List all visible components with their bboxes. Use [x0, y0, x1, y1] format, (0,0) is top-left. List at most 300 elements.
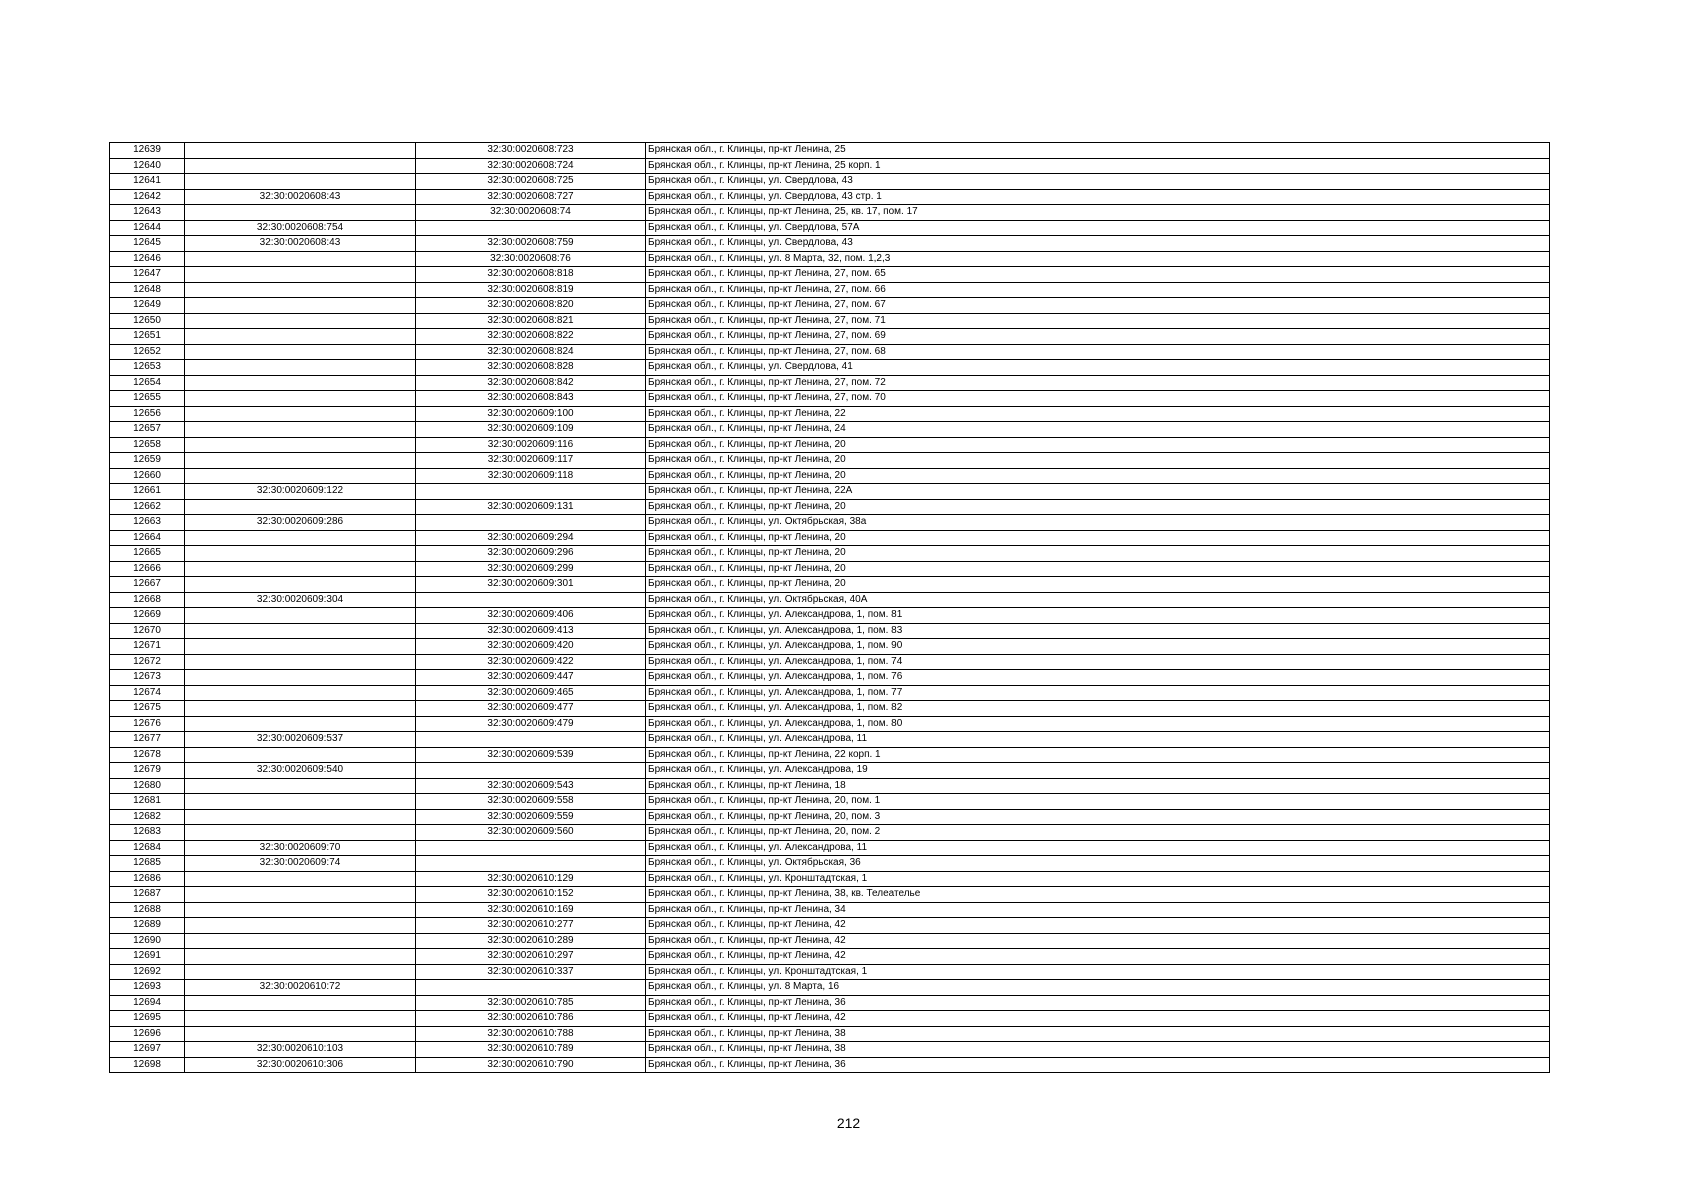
table-row: [110, 205, 1550, 221]
cadastral-number-cell: 32:30:0020609:543: [416, 778, 646, 794]
page-number: 212: [836, 1115, 861, 1131]
table-row: [110, 561, 1550, 577]
cadastral-number-cell: 32:30:0020609:447: [416, 670, 646, 686]
row-number-cell: 12661: [110, 484, 185, 500]
registry-table: [109, 142, 1550, 1073]
parent-cadastral-number-cell: 32:30:0020609:70: [185, 840, 416, 856]
cadastral-number-cell: 32:30:0020609:118: [416, 468, 646, 484]
parent-cadastral-number-cell: [185, 375, 416, 391]
parent-cadastral-number-cell: [185, 701, 416, 717]
address-cell: Брянская обл., г. Клинцы, пр-кт Ленина, 34: [646, 902, 1550, 918]
row-number-cell: 12680: [110, 778, 185, 794]
parent-cadastral-number-cell: [185, 577, 416, 593]
row-number-cell: 12666: [110, 561, 185, 577]
table-row: [110, 933, 1550, 949]
row-number-cell: 12676: [110, 716, 185, 732]
cadastral-number-cell: 32:30:0020609:406: [416, 608, 646, 624]
table-row: [110, 639, 1550, 655]
parent-cadastral-number-cell: [185, 313, 416, 329]
cadastral-number-cell: 32:30:0020608:843: [416, 391, 646, 407]
cadastral-number-cell: [416, 484, 646, 500]
row-number-cell: 12694: [110, 995, 185, 1011]
row-number-cell: 12657: [110, 422, 185, 438]
cadastral-number-cell: 32:30:0020609:465: [416, 685, 646, 701]
cadastral-number-cell: 32:30:0020609:299: [416, 561, 646, 577]
address-cell: Брянская обл., г. Клинцы, пр-кт Ленина, 27, пом. 70: [646, 391, 1550, 407]
cadastral-number-cell: 32:30:0020608:724: [416, 158, 646, 174]
cadastral-number-cell: 32:30:0020608:822: [416, 329, 646, 345]
address-cell: Брянская обл., г. Клинцы, пр-кт Ленина, 22 корп. 1: [646, 747, 1550, 763]
address-cell: Брянская обл., г. Клинцы, пр-кт Ленина, 24: [646, 422, 1550, 438]
address-cell: Брянская обл., г. Клинцы, пр-кт Ленина, 25, кв. 17, пом. 17: [646, 205, 1550, 221]
table-row: [110, 902, 1550, 918]
parent-cadastral-number-cell: [185, 205, 416, 221]
cadastral-number-cell: 32:30:0020610:785: [416, 995, 646, 1011]
address-cell: Брянская обл., г. Клинцы, пр-кт Ленина, 20: [646, 546, 1550, 562]
cadastral-number-cell: [416, 220, 646, 236]
cadastral-number-cell: 32:30:0020608:821: [416, 313, 646, 329]
cadastral-number-cell: 32:30:0020610:152: [416, 887, 646, 903]
parent-cadastral-number-cell: 32:30:0020609:74: [185, 856, 416, 872]
cadastral-number-cell: [416, 980, 646, 996]
cadastral-number-cell: 32:30:0020609:100: [416, 406, 646, 422]
cadastral-number-cell: 32:30:0020609:558: [416, 794, 646, 810]
row-number-cell: 12686: [110, 871, 185, 887]
address-cell: Брянская обл., г. Клинцы, пр-кт Ленина, 22: [646, 406, 1550, 422]
row-number-cell: 12648: [110, 282, 185, 298]
table-row: [110, 1026, 1550, 1042]
table-row: [110, 871, 1550, 887]
cadastral-number-cell: 32:30:0020609:131: [416, 499, 646, 515]
row-number-cell: 12667: [110, 577, 185, 593]
address-cell: Брянская обл., г. Клинцы, пр-кт Ленина, 42: [646, 918, 1550, 934]
table-row: [110, 251, 1550, 267]
cadastral-number-cell: 32:30:0020610:337: [416, 964, 646, 980]
parent-cadastral-number-cell: 32:30:0020609:540: [185, 763, 416, 779]
address-cell: Брянская обл., г. Клинцы, пр-кт Ленина, 20: [646, 577, 1550, 593]
parent-cadastral-number-cell: [185, 530, 416, 546]
row-number-cell: 12645: [110, 236, 185, 252]
parent-cadastral-number-cell: [185, 949, 416, 965]
table-row: [110, 391, 1550, 407]
cadastral-number-cell: 32:30:0020609:301: [416, 577, 646, 593]
parent-cadastral-number-cell: [185, 995, 416, 1011]
row-number-cell: 12655: [110, 391, 185, 407]
table-row: [110, 747, 1550, 763]
table-row: [110, 158, 1550, 174]
row-number-cell: 12691: [110, 949, 185, 965]
table-row: [110, 670, 1550, 686]
address-cell: Брянская обл., г. Клинцы, ул. Александрова, 11: [646, 732, 1550, 748]
table-row: [110, 577, 1550, 593]
address-cell: Брянская обл., г. Клинцы, пр-кт Ленина, 20: [646, 437, 1550, 453]
row-number-cell: 12668: [110, 592, 185, 608]
table-row: [110, 732, 1550, 748]
cadastral-number-cell: 32:30:0020610:129: [416, 871, 646, 887]
address-cell: Брянская обл., г. Клинцы, ул. Свердлова, 43: [646, 174, 1550, 190]
table-row: [110, 918, 1550, 934]
row-number-cell: 12696: [110, 1026, 185, 1042]
table-row: [110, 329, 1550, 345]
row-number-cell: 12660: [110, 468, 185, 484]
address-cell: Брянская обл., г. Клинцы, пр-кт Ленина, 42: [646, 933, 1550, 949]
parent-cadastral-number-cell: [185, 546, 416, 562]
parent-cadastral-number-cell: [185, 406, 416, 422]
table-row: [110, 468, 1550, 484]
table-row: [110, 592, 1550, 608]
address-cell: Брянская обл., г. Клинцы, ул. Октябрьская, 36: [646, 856, 1550, 872]
address-cell: Брянская обл., г. Клинцы, ул. Октябрьская, 40А: [646, 592, 1550, 608]
address-cell: Брянская обл., г. Клинцы, пр-кт Ленина, 27, пом. 67: [646, 298, 1550, 314]
address-cell: Брянская обл., г. Клинцы, ул. Александрова, 11: [646, 840, 1550, 856]
table-row: [110, 840, 1550, 856]
parent-cadastral-number-cell: 32:30:0020608:754: [185, 220, 416, 236]
table-row: [110, 282, 1550, 298]
cadastral-number-cell: 32:30:0020608:824: [416, 344, 646, 360]
address-cell: Брянская обл., г. Клинцы, пр-кт Ленина, 42: [646, 949, 1550, 965]
table-row: [110, 856, 1550, 872]
address-cell: Брянская обл., г. Клинцы, пр-кт Ленина, 27, пом. 71: [646, 313, 1550, 329]
address-cell: Брянская обл., г. Клинцы, пр-кт Ленина, 20, пом. 1: [646, 794, 1550, 810]
address-cell: Брянская обл., г. Клинцы, ул. Кронштадтская, 1: [646, 871, 1550, 887]
table-row: [110, 360, 1550, 376]
parent-cadastral-number-cell: 32:30:0020610:306: [185, 1057, 416, 1073]
table-row: [110, 995, 1550, 1011]
table-row: [110, 406, 1550, 422]
parent-cadastral-number-cell: 32:30:0020609:286: [185, 515, 416, 531]
row-number-cell: 12646: [110, 251, 185, 267]
row-number-cell: 12665: [110, 546, 185, 562]
parent-cadastral-number-cell: [185, 747, 416, 763]
table-row: [110, 887, 1550, 903]
table-row: [110, 344, 1550, 360]
row-number-cell: 12677: [110, 732, 185, 748]
table-row: [110, 375, 1550, 391]
parent-cadastral-number-cell: 32:30:0020610:72: [185, 980, 416, 996]
row-number-cell: 12688: [110, 902, 185, 918]
cadastral-number-cell: 32:30:0020609:116: [416, 437, 646, 453]
parent-cadastral-number-cell: [185, 887, 416, 903]
parent-cadastral-number-cell: [185, 1026, 416, 1042]
table-row: [110, 685, 1550, 701]
cadastral-number-cell: 32:30:0020608:818: [416, 267, 646, 283]
address-cell: Брянская обл., г. Клинцы, пр-кт Ленина, 27, пом. 72: [646, 375, 1550, 391]
address-cell: Брянская обл., г. Клинцы, пр-кт Ленина, 36: [646, 1057, 1550, 1073]
cadastral-number-cell: 32:30:0020609:296: [416, 546, 646, 562]
address-cell: Брянская обл., г. Клинцы, пр-кт Ленина, 20, пом. 2: [646, 825, 1550, 841]
table-row: [110, 701, 1550, 717]
row-number-cell: 12650: [110, 313, 185, 329]
row-number-cell: 12673: [110, 670, 185, 686]
parent-cadastral-number-cell: [185, 825, 416, 841]
address-cell: Брянская обл., г. Клинцы, пр-кт Ленина, 27, пом. 69: [646, 329, 1550, 345]
table-row: [110, 515, 1550, 531]
table-row: [110, 236, 1550, 252]
table-row: [110, 422, 1550, 438]
parent-cadastral-number-cell: [185, 453, 416, 469]
parent-cadastral-number-cell: [185, 623, 416, 639]
parent-cadastral-number-cell: [185, 794, 416, 810]
cadastral-number-cell: 32:30:0020609:479: [416, 716, 646, 732]
address-cell: Брянская обл., г. Клинцы, пр-кт Ленина, 38: [646, 1026, 1550, 1042]
address-cell: Брянская обл., г. Клинцы, ул. Александрова, 1, пом. 77: [646, 685, 1550, 701]
address-cell: Брянская обл., г. Клинцы, пр-кт Ленина, 36: [646, 995, 1550, 1011]
table-row: [110, 608, 1550, 624]
row-number-cell: 12670: [110, 623, 185, 639]
row-number-cell: 12682: [110, 809, 185, 825]
cadastral-number-cell: 32:30:0020609:413: [416, 623, 646, 639]
parent-cadastral-number-cell: [185, 468, 416, 484]
row-number-cell: 12669: [110, 608, 185, 624]
table-row: [110, 654, 1550, 670]
row-number-cell: 12639: [110, 143, 185, 159]
address-cell: Брянская обл., г. Клинцы, пр-кт Ленина, 25 корп. 1: [646, 158, 1550, 174]
row-number-cell: 12643: [110, 205, 185, 221]
address-cell: Брянская обл., г. Клинцы, ул. Октябрьская, 38а: [646, 515, 1550, 531]
parent-cadastral-number-cell: [185, 685, 416, 701]
row-number-cell: 12672: [110, 654, 185, 670]
cadastral-number-cell: [416, 592, 646, 608]
cadastral-number-cell: 32:30:0020610:786: [416, 1011, 646, 1027]
row-number-cell: 12649: [110, 298, 185, 314]
cadastral-number-cell: 32:30:0020609:294: [416, 530, 646, 546]
table-row: [110, 143, 1550, 159]
parent-cadastral-number-cell: [185, 174, 416, 190]
parent-cadastral-number-cell: [185, 871, 416, 887]
row-number-cell: 12641: [110, 174, 185, 190]
parent-cadastral-number-cell: [185, 670, 416, 686]
cadastral-number-cell: 32:30:0020610:277: [416, 918, 646, 934]
address-cell: Брянская обл., г. Клинцы, пр-кт Ленина, 20: [646, 499, 1550, 515]
row-number-cell: 12678: [110, 747, 185, 763]
address-cell: Брянская обл., г. Клинцы, пр-кт Ленина, 20: [646, 453, 1550, 469]
row-number-cell: 12697: [110, 1042, 185, 1058]
table-row: [110, 778, 1550, 794]
cadastral-number-cell: 32:30:0020609:560: [416, 825, 646, 841]
row-number-cell: 12695: [110, 1011, 185, 1027]
parent-cadastral-number-cell: 32:30:0020608:43: [185, 189, 416, 205]
row-number-cell: 12679: [110, 763, 185, 779]
cadastral-number-cell: 32:30:0020610:789: [416, 1042, 646, 1058]
parent-cadastral-number-cell: [185, 251, 416, 267]
address-cell: Брянская обл., г. Клинцы, ул. Свердлова, 41: [646, 360, 1550, 376]
row-number-cell: 12674: [110, 685, 185, 701]
parent-cadastral-number-cell: [185, 267, 416, 283]
table-row: [110, 453, 1550, 469]
parent-cadastral-number-cell: [185, 716, 416, 732]
table-row: [110, 174, 1550, 190]
address-cell: Брянская обл., г. Клинцы, ул. Александрова, 1, пом. 74: [646, 654, 1550, 670]
parent-cadastral-number-cell: [185, 608, 416, 624]
table-row: [110, 189, 1550, 205]
cadastral-number-cell: [416, 732, 646, 748]
cadastral-number-cell: 32:30:0020609:420: [416, 639, 646, 655]
address-cell: Брянская обл., г. Клинцы, пр-кт Ленина, 38, кв. Телеателье: [646, 887, 1550, 903]
address-cell: Брянская обл., г. Клинцы, ул. Кронштадтская, 1: [646, 964, 1550, 980]
table-row: [110, 964, 1550, 980]
parent-cadastral-number-cell: [185, 499, 416, 515]
parent-cadastral-number-cell: [185, 329, 416, 345]
parent-cadastral-number-cell: [185, 964, 416, 980]
cadastral-number-cell: 32:30:0020609:539: [416, 747, 646, 763]
address-cell: Брянская обл., г. Клинцы, пр-кт Ленина, 25: [646, 143, 1550, 159]
parent-cadastral-number-cell: [185, 809, 416, 825]
address-cell: Брянская обл., г. Клинцы, ул. Александрова, 1, пом. 81: [646, 608, 1550, 624]
parent-cadastral-number-cell: [185, 422, 416, 438]
cadastral-number-cell: 32:30:0020608:727: [416, 189, 646, 205]
parent-cadastral-number-cell: [185, 1011, 416, 1027]
address-cell: Брянская обл., г. Клинцы, ул. Александрова, 1, пом. 80: [646, 716, 1550, 732]
cadastral-number-cell: 32:30:0020608:74: [416, 205, 646, 221]
parent-cadastral-number-cell: [185, 639, 416, 655]
address-cell: Брянская обл., г. Клинцы, пр-кт Ленина, 20: [646, 530, 1550, 546]
parent-cadastral-number-cell: 32:30:0020609:122: [185, 484, 416, 500]
table-row: [110, 499, 1550, 515]
table-row: [110, 220, 1550, 236]
address-cell: Брянская обл., г. Клинцы, ул. Александрова, 1, пом. 82: [646, 701, 1550, 717]
cadastral-number-cell: 32:30:0020610:169: [416, 902, 646, 918]
cadastral-number-cell: 32:30:0020609:117: [416, 453, 646, 469]
cadastral-number-cell: 32:30:0020608:828: [416, 360, 646, 376]
row-number-cell: 12662: [110, 499, 185, 515]
row-number-cell: 12684: [110, 840, 185, 856]
row-number-cell: 12687: [110, 887, 185, 903]
address-cell: Брянская обл., г. Клинцы, пр-кт Ленина, 27, пом. 66: [646, 282, 1550, 298]
parent-cadastral-number-cell: [185, 158, 416, 174]
cadastral-number-cell: [416, 763, 646, 779]
row-number-cell: 12653: [110, 360, 185, 376]
address-cell: Брянская обл., г. Клинцы, ул. Александрова, 1, пом. 76: [646, 670, 1550, 686]
row-number-cell: 12663: [110, 515, 185, 531]
table-row: [110, 794, 1550, 810]
parent-cadastral-number-cell: [185, 933, 416, 949]
row-number-cell: 12654: [110, 375, 185, 391]
parent-cadastral-number-cell: [185, 561, 416, 577]
parent-cadastral-number-cell: [185, 282, 416, 298]
address-cell: Брянская обл., г. Клинцы, пр-кт Ленина, 20: [646, 561, 1550, 577]
address-cell: Брянская обл., г. Клинцы, пр-кт Ленина, 38: [646, 1042, 1550, 1058]
parent-cadastral-number-cell: 32:30:0020610:103: [185, 1042, 416, 1058]
table-row: [110, 1011, 1550, 1027]
cadastral-number-cell: 32:30:0020608:759: [416, 236, 646, 252]
cadastral-number-cell: 32:30:0020608:725: [416, 174, 646, 190]
cadastral-number-cell: 32:30:0020608:819: [416, 282, 646, 298]
cadastral-number-cell: [416, 840, 646, 856]
row-number-cell: 12690: [110, 933, 185, 949]
row-number-cell: 12659: [110, 453, 185, 469]
address-cell: Брянская обл., г. Клинцы, ул. Свердлова, 57А: [646, 220, 1550, 236]
row-number-cell: 12693: [110, 980, 185, 996]
table-row: [110, 484, 1550, 500]
table-row: [110, 437, 1550, 453]
cadastral-number-cell: 32:30:0020609:477: [416, 701, 646, 717]
cadastral-number-cell: 32:30:0020608:820: [416, 298, 646, 314]
cadastral-number-cell: 32:30:0020610:289: [416, 933, 646, 949]
parent-cadastral-number-cell: [185, 143, 416, 159]
parent-cadastral-number-cell: [185, 391, 416, 407]
table-row: [110, 980, 1550, 996]
row-number-cell: 12652: [110, 344, 185, 360]
table-row: [110, 716, 1550, 732]
address-cell: Брянская обл., г. Клинцы, ул. Свердлова, 43 стр. 1: [646, 189, 1550, 205]
row-number-cell: 12675: [110, 701, 185, 717]
address-cell: Брянская обл., г. Клинцы, пр-кт Ленина, 27, пом. 68: [646, 344, 1550, 360]
address-cell: Брянская обл., г. Клинцы, ул. 8 Марта, 16: [646, 980, 1550, 996]
parent-cadastral-number-cell: [185, 902, 416, 918]
row-number-cell: 12644: [110, 220, 185, 236]
cadastral-number-cell: 32:30:0020610:790: [416, 1057, 646, 1073]
cadastral-number-cell: 32:30:0020609:559: [416, 809, 646, 825]
table-row: [110, 949, 1550, 965]
cadastral-number-cell: 32:30:0020608:842: [416, 375, 646, 391]
address-cell: Брянская обл., г. Клинцы, ул. 8 Марта, 32, пом. 1,2,3: [646, 251, 1550, 267]
table-row: [110, 809, 1550, 825]
parent-cadastral-number-cell: [185, 778, 416, 794]
address-cell: Брянская обл., г. Клинцы, пр-кт Ленина, 20, пом. 3: [646, 809, 1550, 825]
table-row: [110, 530, 1550, 546]
cadastral-number-cell: [416, 515, 646, 531]
table-row: [110, 546, 1550, 562]
row-number-cell: 12685: [110, 856, 185, 872]
table-row: [110, 763, 1550, 779]
cadastral-number-cell: 32:30:0020608:723: [416, 143, 646, 159]
parent-cadastral-number-cell: [185, 654, 416, 670]
cadastral-number-cell: 32:30:0020609:422: [416, 654, 646, 670]
table-row: [110, 313, 1550, 329]
row-number-cell: 12671: [110, 639, 185, 655]
row-number-cell: 12692: [110, 964, 185, 980]
address-cell: Брянская обл., г. Клинцы, ул. Александрова, 1, пом. 90: [646, 639, 1550, 655]
row-number-cell: 12647: [110, 267, 185, 283]
address-cell: Брянская обл., г. Клинцы, ул. Александрова, 19: [646, 763, 1550, 779]
table-row: [110, 267, 1550, 283]
row-number-cell: 12658: [110, 437, 185, 453]
row-number-cell: 12681: [110, 794, 185, 810]
address-cell: Брянская обл., г. Клинцы, ул. Александрова, 1, пом. 83: [646, 623, 1550, 639]
address-cell: Брянская обл., г. Клинцы, пр-кт Ленина, 22А: [646, 484, 1550, 500]
parent-cadastral-number-cell: [185, 437, 416, 453]
row-number-cell: 12651: [110, 329, 185, 345]
table-row: [110, 1057, 1550, 1073]
row-number-cell: 12656: [110, 406, 185, 422]
address-cell: Брянская обл., г. Клинцы, пр-кт Ленина, 27, пом. 65: [646, 267, 1550, 283]
parent-cadastral-number-cell: 32:30:0020609:304: [185, 592, 416, 608]
parent-cadastral-number-cell: [185, 360, 416, 376]
table-row: [110, 298, 1550, 314]
table-row: [110, 825, 1550, 841]
parent-cadastral-number-cell: [185, 298, 416, 314]
cadastral-number-cell: 32:30:0020610:788: [416, 1026, 646, 1042]
address-cell: Брянская обл., г. Клинцы, пр-кт Ленина, 20: [646, 468, 1550, 484]
row-number-cell: 12689: [110, 918, 185, 934]
parent-cadastral-number-cell: 32:30:0020609:537: [185, 732, 416, 748]
row-number-cell: 12664: [110, 530, 185, 546]
table-row: [110, 623, 1550, 639]
row-number-cell: 12698: [110, 1057, 185, 1073]
cadastral-number-cell: 32:30:0020609:109: [416, 422, 646, 438]
registry-table-body: [110, 143, 1550, 1073]
address-cell: Брянская обл., г. Клинцы, пр-кт Ленина, 42: [646, 1011, 1550, 1027]
cadastral-number-cell: [416, 856, 646, 872]
parent-cadastral-number-cell: [185, 344, 416, 360]
cadastral-number-cell: 32:30:0020608:76: [416, 251, 646, 267]
row-number-cell: 12683: [110, 825, 185, 841]
parent-cadastral-number-cell: 32:30:0020608:43: [185, 236, 416, 252]
row-number-cell: 12642: [110, 189, 185, 205]
address-cell: Брянская обл., г. Клинцы, пр-кт Ленина, 18: [646, 778, 1550, 794]
cadastral-number-cell: 32:30:0020610:297: [416, 949, 646, 965]
address-cell: Брянская обл., г. Клинцы, ул. Свердлова, 43: [646, 236, 1550, 252]
